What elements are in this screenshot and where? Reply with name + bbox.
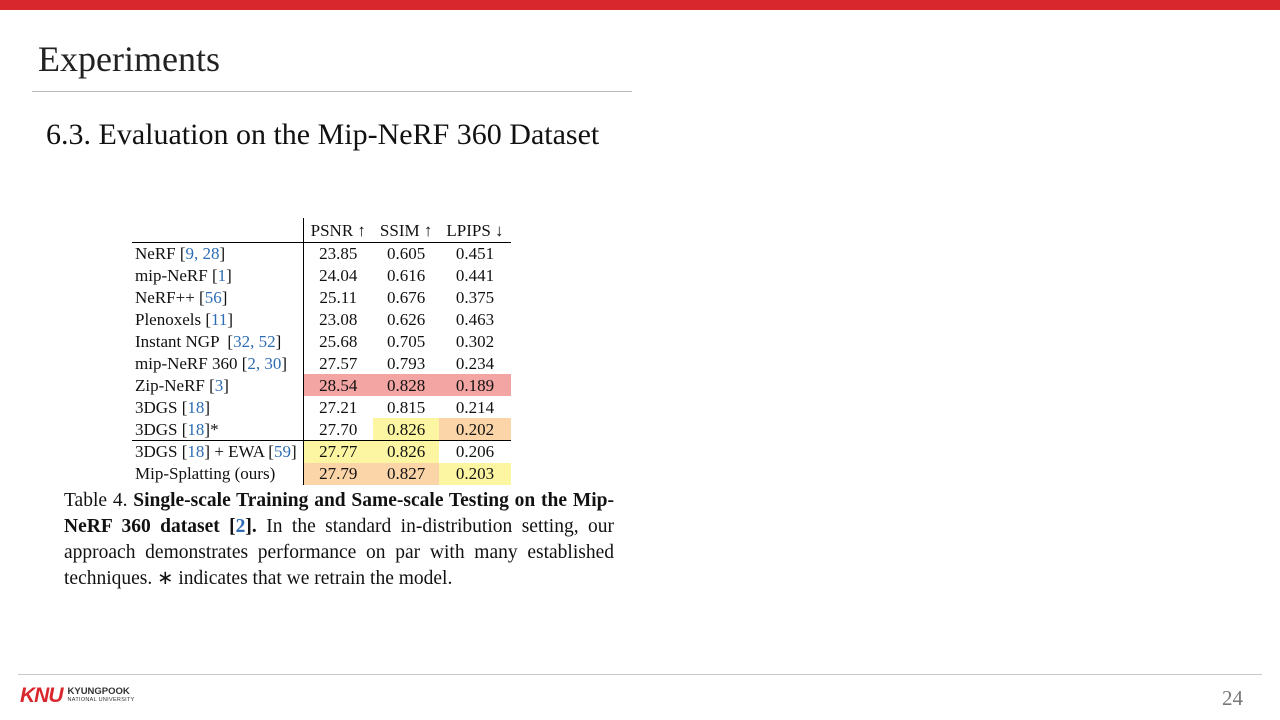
page-number: 24	[1222, 686, 1243, 710]
method-cell	[132, 265, 303, 287]
slide-subtitle: 6.3. Evaluation on the Mip-NeRF 360 Dataset	[46, 118, 600, 151]
top-accent-bar	[0, 0, 1280, 10]
method-cell	[132, 352, 303, 374]
table-row	[132, 309, 511, 331]
logo-mark: KNU	[20, 684, 63, 707]
logo-text	[68, 687, 135, 705]
method-tail: ] + EWA [	[204, 442, 274, 462]
table-row	[132, 243, 511, 265]
citation-link[interactable]: 1	[217, 266, 227, 286]
lpips-cell: 0.234	[455, 353, 495, 373]
lpips-cell: 0.441	[455, 266, 495, 286]
table-caption	[64, 488, 614, 592]
results-table	[132, 218, 511, 485]
method-tail: ]*	[204, 419, 219, 439]
table-row	[132, 396, 511, 418]
method-tail: ]	[290, 442, 297, 462]
method-cell	[132, 243, 303, 265]
method-cell	[132, 331, 303, 353]
ssim-cell: 0.815	[387, 397, 426, 417]
method-name: Plenoxels [	[135, 310, 212, 330]
psnr-cell: 27.79	[303, 463, 373, 485]
slide-title: Experiments	[38, 39, 220, 79]
lpips-cell: 0.206	[439, 441, 510, 463]
lpips-cell: 0.189	[439, 374, 510, 396]
header-ssim: SSIM ↑	[373, 218, 439, 243]
lpips-cell: 0.203	[439, 463, 510, 485]
table-row	[132, 374, 511, 396]
method-cell	[132, 396, 303, 418]
ssim-cell: 0.676	[387, 288, 426, 308]
psnr-cell: 24.04	[319, 266, 358, 286]
ssim-cell: 0.827	[373, 463, 439, 485]
caption-bold-tail: ].	[245, 516, 257, 537]
ssim-cell: 0.705	[387, 332, 426, 351]
method-cell	[132, 287, 303, 309]
caption-bold-text: Single-scale Training and Same-scale Testing on the Mip-NeRF 360 dataset [	[64, 490, 614, 537]
psnr-cell: 28.54	[303, 374, 373, 396]
citation-link[interactable]: 2, 30	[247, 353, 282, 373]
method-name: NeRF++ [	[135, 288, 205, 308]
citation-link[interactable]: 3	[214, 375, 224, 395]
ssim-cell: 0.826	[373, 418, 439, 440]
ssim-cell: 0.826	[373, 441, 439, 463]
method-name: Instant NGP [	[135, 332, 234, 351]
table-row	[132, 463, 511, 485]
caption-label: Table 4.	[64, 490, 134, 511]
psnr-cell: 27.21	[319, 397, 358, 417]
table-row	[132, 441, 511, 463]
psnr-cell: 25.68	[319, 332, 358, 351]
ssim-cell: 0.626	[387, 310, 426, 330]
logo-line1: KYUNGPOOK	[67, 686, 130, 697]
footer-divider	[18, 674, 1262, 675]
ssim-cell: 0.828	[373, 374, 439, 396]
method-tail: ]	[275, 332, 282, 351]
method-cell	[132, 418, 303, 440]
lpips-cell: 0.375	[455, 288, 495, 308]
method-name: mip-NeRF 360 [	[135, 353, 248, 373]
university-logo	[20, 684, 135, 708]
header-psnr: PSNR ↑	[303, 218, 373, 243]
citation-link[interactable]: 18	[187, 419, 205, 439]
lpips-cell: 0.202	[439, 418, 510, 440]
psnr-cell: 27.57	[319, 353, 358, 373]
title-divider	[32, 91, 632, 92]
method-name: NeRF [	[135, 244, 186, 264]
method-name: 3DGS [	[135, 397, 188, 417]
method-cell	[132, 309, 303, 331]
psnr-cell: 23.08	[319, 310, 358, 330]
method-name: mip-NeRF [	[135, 266, 218, 286]
method-name: Zip-NeRF [	[135, 375, 215, 395]
ssim-cell: 0.793	[387, 353, 426, 373]
citation-link[interactable]: 32, 52	[233, 332, 276, 351]
table-row	[132, 331, 511, 353]
method-name: 3DGS [	[135, 442, 188, 462]
header-lpips: LPIPS ↓	[439, 218, 510, 243]
method-cell	[132, 441, 303, 463]
ssim-cell: 0.605	[387, 244, 426, 264]
citation-link[interactable]: 2	[235, 516, 246, 537]
table-row	[132, 265, 511, 287]
caption-body: In the standard in-distribution setting, our approach demonstrates performance on par with many established techniques. ∗ indicates that we retrain the model.	[64, 516, 615, 589]
method-cell	[132, 463, 303, 485]
table-row	[132, 287, 511, 309]
citation-link[interactable]: 9, 28	[185, 244, 220, 264]
citation-link[interactable]: 11	[211, 310, 228, 330]
method-tail: ]	[204, 397, 211, 417]
citation-link[interactable]: 18	[187, 442, 205, 462]
header-method	[132, 218, 303, 243]
method-tail: ]	[226, 266, 232, 286]
psnr-cell: 27.77	[303, 441, 373, 463]
psnr-cell: 27.70	[319, 419, 358, 439]
citation-link[interactable]: 18	[187, 397, 205, 417]
logo-line2: NATIONAL UNIVERSITY	[67, 697, 135, 703]
method-name: Mip-Splatting (ours)	[135, 464, 276, 484]
method-name: 3DGS [	[135, 419, 188, 439]
citation-link[interactable]: 59	[273, 442, 291, 462]
lpips-cell: 0.463	[455, 310, 495, 330]
table-header-row	[132, 218, 511, 243]
method-tail: ]	[219, 244, 226, 264]
method-tail: ]	[223, 375, 229, 395]
lpips-cell: 0.451	[455, 244, 495, 264]
method-tail: ]	[227, 310, 234, 330]
method-cell	[132, 374, 303, 396]
method-tail: ]	[281, 353, 288, 373]
table-row	[132, 418, 511, 440]
ssim-cell: 0.616	[387, 266, 426, 286]
lpips-cell: 0.214	[455, 397, 495, 417]
citation-link[interactable]: 56	[204, 288, 222, 308]
psnr-cell: 25.11	[319, 288, 358, 308]
psnr-cell: 23.85	[319, 244, 358, 264]
method-tail: ]	[221, 288, 228, 308]
lpips-cell: 0.302	[455, 332, 495, 351]
table-row	[132, 352, 511, 374]
